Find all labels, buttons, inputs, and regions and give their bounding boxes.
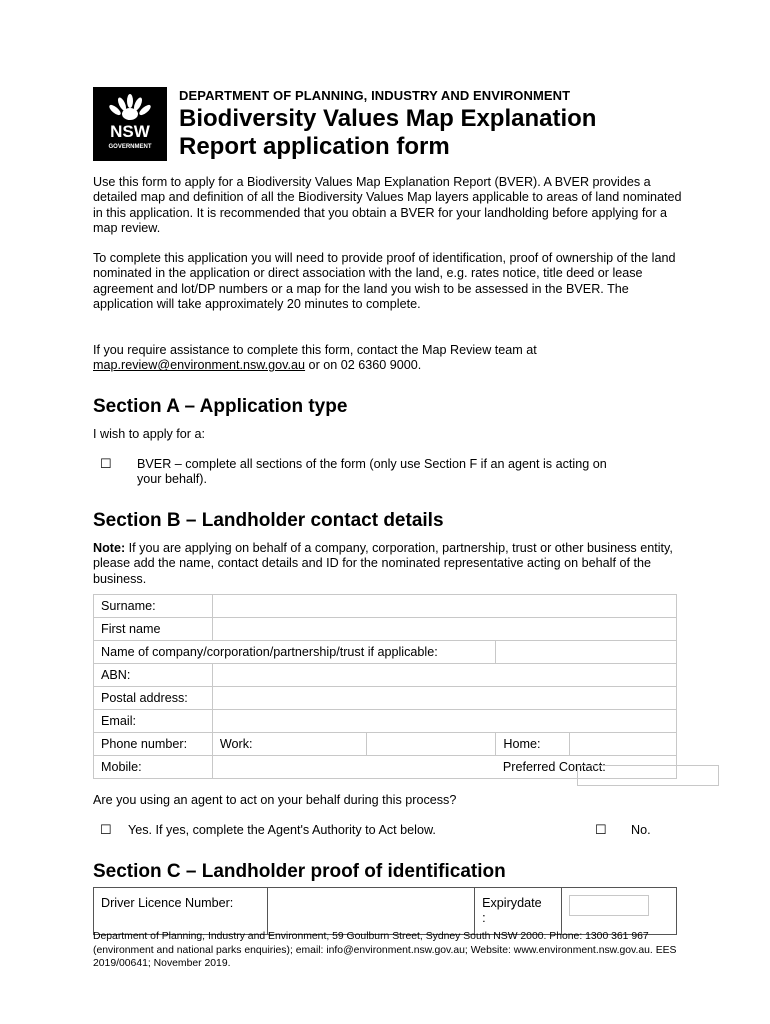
mobile-label: Mobile:	[94, 756, 213, 779]
table-row	[94, 595, 677, 618]
table-row	[94, 733, 677, 756]
section-a-heading: Section A – Application type	[93, 396, 348, 417]
first-name-input[interactable]	[212, 618, 676, 641]
page-title: Biodiversity Values Map Explanation Report application form	[179, 105, 597, 160]
driver-licence-input[interactable]	[267, 888, 474, 935]
proof-of-id-table	[93, 887, 677, 935]
surname-input[interactable]	[212, 595, 676, 618]
section-b-heading: Section B – Landholder contact details	[93, 510, 444, 531]
agent-no-checkbox[interactable]: ☐	[595, 822, 607, 837]
svg-text:GOVERNMENT: GOVERNMENT	[108, 144, 152, 150]
intro-paragraph-2: To complete this application you will need to provide proof of identification, proof of ownership of the land nominated in the application or direct association with the land, e.g. rates notice, title deed or lease agreement and lot/DP numbers or a map for the land you wish to be assessed in the BVER. The application will take approximately 20 minutes to complete.	[93, 251, 676, 312]
landholder-contact-table	[93, 594, 677, 779]
company-label: Name of company/corporation/partnership/trust if applicable:	[94, 641, 496, 664]
company-input[interactable]	[496, 641, 677, 664]
section-b-note: Note: If you are applying on behalf of a company, corporation, partnership, trust or other business entity, please add the name, contact details and ID for the nominated representative acting on behalf of the business.	[93, 541, 673, 586]
surname-label: Surname:	[94, 595, 213, 618]
nsw-government-logo	[93, 87, 167, 161]
table-row	[94, 641, 677, 664]
footer-text: Department of Planning, Industry and Environment, 59 Goulburn Street, Sydney South NSW 2000. Phone: 1300 361 967 (environment and national parks enquiries); email: info@environment.nsw.gov.au; Website: www.environment.nsw.gov.au. EES 2019/00641; November 2019.	[93, 931, 677, 969]
first-name-label: First name	[94, 618, 213, 641]
waratah-icon	[93, 87, 167, 161]
preferred-contact-label: Preferred Contact:	[496, 756, 677, 779]
phone-number-label: Phone number:	[94, 733, 213, 756]
section-c-heading: Section C – Landholder proof of identification	[93, 861, 506, 882]
abn-label: ABN:	[94, 664, 213, 687]
home-phone-label: Home:	[496, 733, 570, 756]
bver-option-label: BVER – complete all sections of the form (only use Section F if an agent is acting on your behalf).	[137, 457, 607, 487]
email-input[interactable]	[212, 710, 676, 733]
table-row	[94, 618, 677, 641]
preferred-contact-input[interactable]	[577, 765, 719, 786]
intro-paragraph-3: If you require assistance to complete this form, contact the Map Review team at map.review@environment.nsw.gov.au or on 02 6360 9000.	[93, 343, 537, 373]
expiry-date-input[interactable]	[569, 895, 649, 916]
bver-checkbox[interactable]: ☐	[100, 456, 112, 471]
postal-address-label: Postal address:	[94, 687, 213, 710]
svg-text:NSW: NSW	[110, 122, 150, 141]
home-phone-input[interactable]	[570, 733, 677, 756]
table-row	[94, 710, 677, 733]
mobile-input[interactable]	[212, 756, 496, 779]
table-row	[94, 888, 677, 935]
agent-yes-checkbox[interactable]: ☐	[100, 822, 112, 837]
driver-licence-label: Driver Licence Number:	[94, 888, 268, 935]
department-name: DEPARTMENT OF PLANNING, INDUSTRY AND ENVIRONMENT	[179, 88, 571, 103]
email-label: Email:	[94, 710, 213, 733]
postal-address-input[interactable]	[212, 687, 676, 710]
table-row	[94, 664, 677, 687]
agent-yes-label: Yes. If yes, complete the Agent's Authority to Act below.	[128, 823, 436, 837]
section-a-prompt: I wish to apply for a:	[93, 427, 205, 441]
abn-input[interactable]	[212, 664, 676, 687]
work-phone-label: Work:	[212, 733, 366, 756]
work-phone-input[interactable]	[366, 733, 496, 756]
agent-question: Are you using an agent to act on your behalf during this process?	[93, 793, 457, 807]
table-row	[94, 687, 677, 710]
map-review-email-link[interactable]: map.review@environment.nsw.gov.au	[93, 358, 306, 373]
intro-paragraph-1: Use this form to apply for a Biodiversity Values Map Explanation Report (BVER). A BVER provides a detailed map and definition of all the Biodiversity Values Map layers applicable to areas of land nominated in this application. It is recommended that you obtain a BVER for your landholding before applying for a map review.	[93, 175, 682, 236]
expiry-date-label: Expirydate :	[475, 888, 562, 935]
agent-no-label: No.	[631, 823, 651, 837]
expiry-date-cell	[562, 888, 677, 935]
